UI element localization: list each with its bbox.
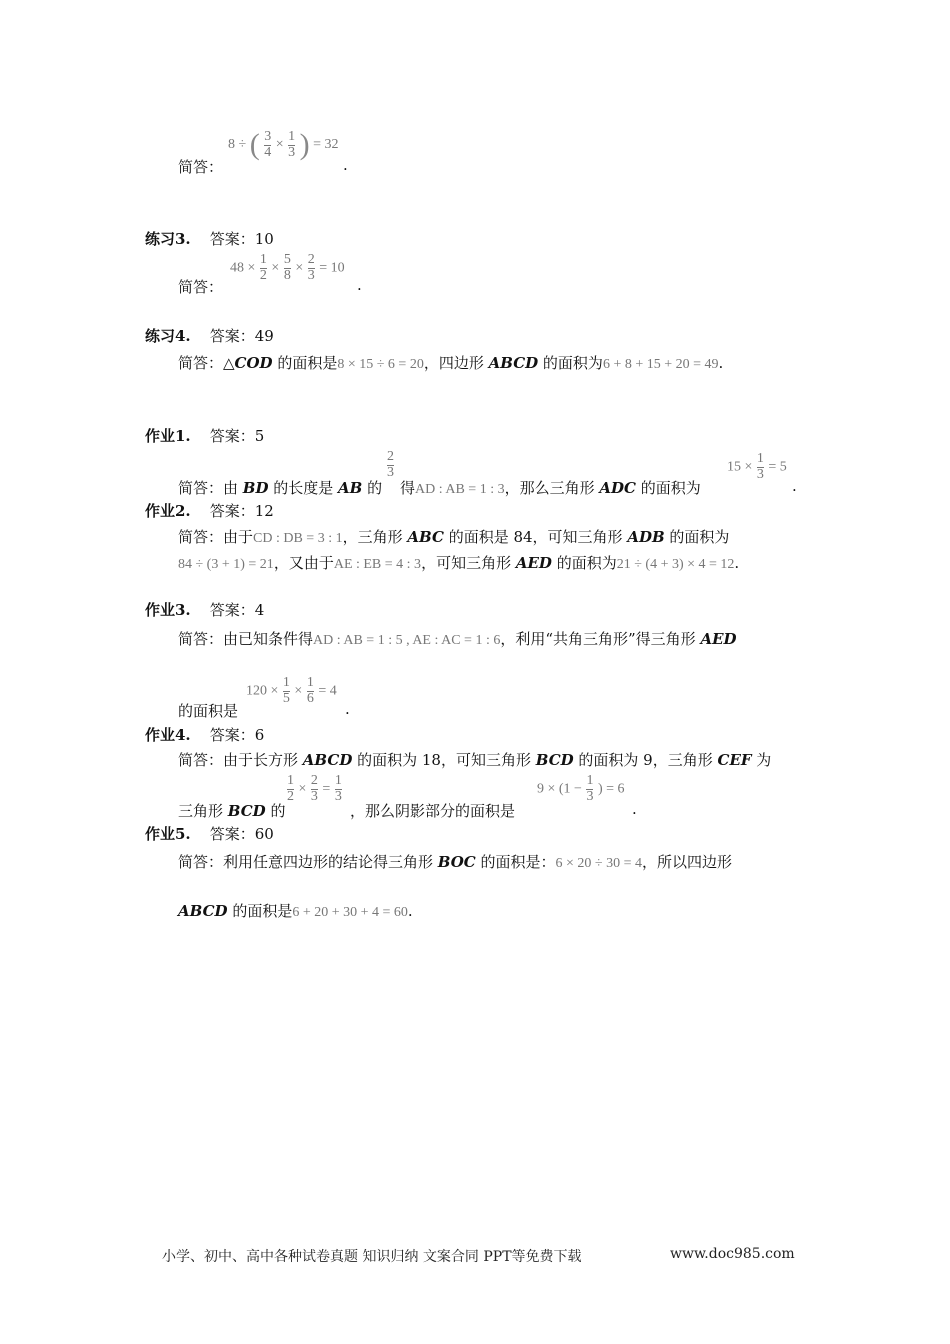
homework3-line2-label: 的面积是 <box>178 702 239 720</box>
homework5-header: 作业5. 答案：60 <box>145 825 274 843</box>
homework1-fraction: $\frac{2}{3}$ <box>387 449 394 480</box>
homework4-line1: 简答：由于长方形 ABCD 的面积为 18，可知三角形 BCD 的面积为 9，三角形 CEF 为 <box>178 751 772 769</box>
practice3-end: . <box>357 276 362 294</box>
practice3-header: 练习3. 答案：10 <box>145 230 274 248</box>
footer-url[interactable]: www.doc985.com <box>670 1246 795 1262</box>
intro-end: . <box>343 156 348 174</box>
homework3-end: . <box>345 700 350 718</box>
intro-brief-label: 简答： <box>178 158 224 176</box>
homework2-header: 作业2. 答案：12 <box>145 502 274 520</box>
homework3-line1: 简答：由已知条件得AD : AB = 1 : 5 , AE : AC = 1 : 6，利用“共角三角形”得三角形 AED <box>178 630 737 648</box>
homework1-brief-b: 得AD : AB = 1 : 3，那么三角形 ADC 的面积为 <box>400 479 701 497</box>
homework1-end: . <box>792 477 797 495</box>
homework1-header: 作业1. 答案：5 <box>145 427 265 445</box>
practice3-formula: 48 × $\frac{1}{2}$ × $\frac{5}{8}$ × $\frac{2}{3}$ = 10 <box>230 252 345 283</box>
homework1-formula: 15 × $\frac{1}{3}$ = 5 <box>727 451 787 482</box>
practice4-brief: 简答：△COD 的面积是8 × 15 ÷ 6 = 20，四边形 ABCD 的面积为6 + 8 + 15 + 20 = 49. <box>178 354 724 372</box>
homework2-line2: 84 ÷ (3 + 1) = 21，又由于AE : EB = 4 : 3，可知三角形 AED 的面积为21 ÷ (4 + 3) × 4 = 12. <box>178 554 740 572</box>
practice3-brief-label: 简答： <box>178 278 224 296</box>
intro-formula: 8 ÷ ( $\frac{3}{4}$ × $\frac{1}{3}$ ) = 32 <box>228 128 339 161</box>
homework5-line2: ABCD 的面积是6 + 20 + 30 + 4 = 60. <box>178 902 413 920</box>
footer-text: 小学、初中、高中各种试卷真题 知识归纳 文案合同 PPT等免费下载 <box>162 1249 582 1265</box>
homework3-header: 作业3. 答案：4 <box>145 601 265 619</box>
homework2-line1: 简答：由于CD : DB = 3 : 1，三角形 ABC 的面积是 84，可知三角形 ADB 的面积为 <box>178 528 730 546</box>
homework4-end: . <box>632 800 637 818</box>
homework1-brief-a: 简答：由 BD 的长度是 AB 的 <box>178 479 383 497</box>
homework4-formula2: 9 × (1 − $\frac{1}{3}$ ) = 6 <box>537 773 625 804</box>
homework4-header: 作业4. 答案：6 <box>145 726 265 744</box>
homework4-line2-b: ，那么阴影部分的面积是 <box>350 802 516 820</box>
practice4-header: 练习4. 答案：49 <box>145 327 274 345</box>
homework4-formula1: $\frac{1}{2}$ × $\frac{2}{3}$ = $\frac{1}{3}$ <box>287 773 342 804</box>
homework4-line2-a: 三角形 BCD 的 <box>178 802 286 820</box>
homework5-line1: 简答：利用任意四边形的结论得三角形 BOC 的面积是：6 × 20 ÷ 30 = 4，所以四边形 <box>178 853 733 871</box>
homework3-formula: 120 × $\frac{1}{5}$ × $\frac{1}{6}$ = 4 <box>246 675 337 706</box>
